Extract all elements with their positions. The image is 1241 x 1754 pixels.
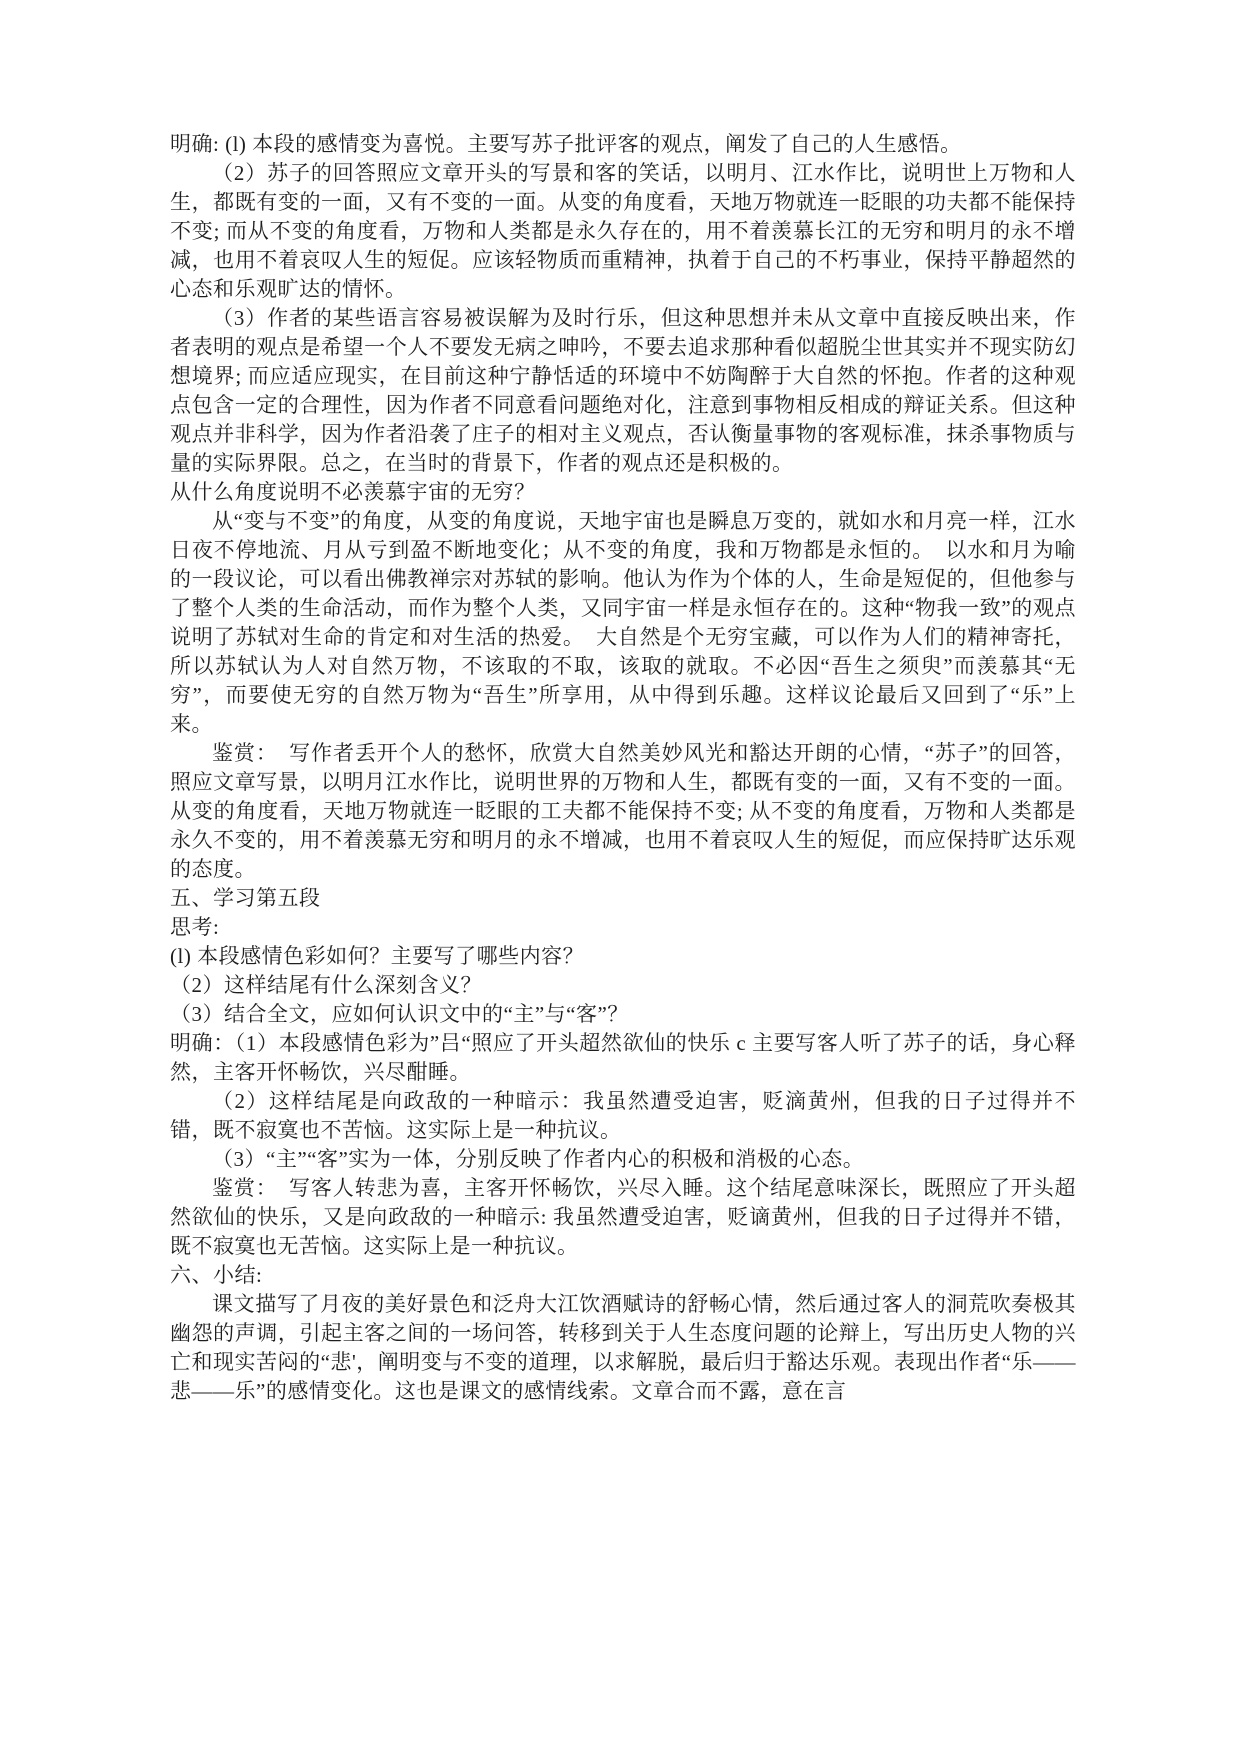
paragraph: （3）“主”“客”实为一体，分别反映了作者内心的积极和消极的心态。	[212, 1147, 865, 1171]
document-body	[170, 130, 1076, 1406]
paragraph: 从“变与不变”的角度，从变的角度说，天地宇宙也是瞬息万变的，就如水和月亮一样，江水日夜不停地流、月从亏到盈不断地变化；从不变的角度，我和万物都是永恒的。 以水和月为喻的一段议论，可以看出佛教禅宗对苏轼的影响。他认为作为个体的人，生命是短促的，但他参与了整个人类的生命活动，而作为整个人类，又同宇宙一样是永恒存在的。这种“物我一致”的观点说明了苏轼对生命的肯定和对生活的热爱。 大自然是个无穷宝藏，可以作为人们的精神寄托，所以苏轼认为人对自然万物，不该取的不取，该取的就取。不必因“吾生之须臾”而羡慕其“无穷”，而要使无穷的自然万物为“吾生”所享用，从中得到乐趣。这样议论最后又回到了“乐”上来。	[170, 509, 1076, 736]
paragraph: （2）这样结尾有什么深刻含义？	[170, 973, 482, 997]
paragraph: 课文描写了月夜的美好景色和泛舟大江饮酒赋诗的舒畅心情，然后通过客人的洞荒吹奏极其幽怨的声调，引起主客之间的一场问答，转移到关于人生态度问题的论辩上，写出历史人物的兴亡和现实苦闷的“悲'，阐明变与不变的道理，以求解脱，最后归于豁达乐观。表现出作者“乐——悲——乐”的感情变化。这也是课文的感情线索。文章合而不露，意在言	[170, 1292, 1076, 1403]
paragraph: 思考:	[170, 915, 220, 939]
paragraph: 明确: (l) 本段的感情变为喜悦。主要写苏子批评客的观点，阐发了自己的人生感悟。	[170, 132, 962, 156]
paragraph: 明确：（1）本段感情色彩为”吕“照应了开头超然欲仙的快乐 c 主要写客人听了苏子的话，身心释然，主客开怀畅饮，兴尽酣睡。	[170, 1031, 1076, 1084]
paragraph: 五、学习第五段	[170, 886, 321, 910]
paragraph: （2）苏子的回答照应文章开头的写景和客的笑话，以明月、江水作比，说明世上万物和人生，都既有变的一面，又有不变的一面。从变的角度看，天地万物就连一眨眼的功夫都不能保持不变; 而从不变的角度看，万物和人类都是永久存在的，用不着羡慕长江的无穷和明月的永不增减，也用不着哀叹人生的短促。应该轻物质而重精神，执着于自己的不朽事业，保持平静超然的心态和乐观旷达的情怀。	[170, 161, 1076, 301]
paragraph: （2）这样结尾是向政敌的一种暗示：我虽然遭受迫害，贬滴黄州，但我的日子过得并不错，既不寂寞也不苦恼。这实际上是一种抗议。	[170, 1089, 1076, 1142]
paragraph: （3）作者的某些语言容易被误解为及时行乐，但这种思想并未从文章中直接反映出来，作者表明的观点是希望一个人不要发无病之呻吟，不要去追求那种看似超脱尘世其实并不现实防幻想境界; 而应适应现实，在目前这种宁静恬适的环境中不妨陶醉于大自然的怀抱。作者的这种观点包含一定的合理性，因为作者不同意看问题绝对化，注意到事物相反相成的辩证关系。但这种观点并非科学，因为作者沿袭了庄子的相对主义观点，否认衡量事物的客观标准，抹杀事物质与量的实际界限。总之，在当时的背景下，作者的观点还是积极的。	[170, 306, 1076, 475]
paragraph: （3）结合全文，应如何认识文中的“主”与“客”？	[170, 1002, 629, 1026]
paragraph: 鉴赏： 写作者丢开个人的愁怀，欣赏大自然美妙风光和豁达开朗的心情，“苏子”的回答，照应文章写景，以明月江水作比，说明世界的万物和人生，都既有变的一面，又有不变的一面。从变的角度看，天地万物就连一眨眼的工夫都不能保持不变; 从不变的角度看，万物和人类都是永久不变的，用不着羡慕无穷和明月的永不增减，也用不着哀叹人生的短促，而应保持旷达乐观的态度。	[170, 741, 1076, 881]
paragraph: (l) 本段感情色彩如何？主要写了哪些内容？	[170, 944, 585, 968]
paragraph: 鉴赏： 写客人转悲为喜，主客开怀畅饮，兴尽入睡。这个结尾意味深长，既照应了开头超然欲仙的快乐，又是向政敌的一种暗示: 我虽然遭受迫害，贬谪黄州，但我的日子过得并不错，既不寂寞也无苦恼。这实际上是一种抗议。	[170, 1176, 1076, 1258]
paragraph: 从什么角度说明不必羡慕宇宙的无穷？	[170, 480, 536, 504]
paragraph: 六、小结:	[170, 1263, 263, 1287]
